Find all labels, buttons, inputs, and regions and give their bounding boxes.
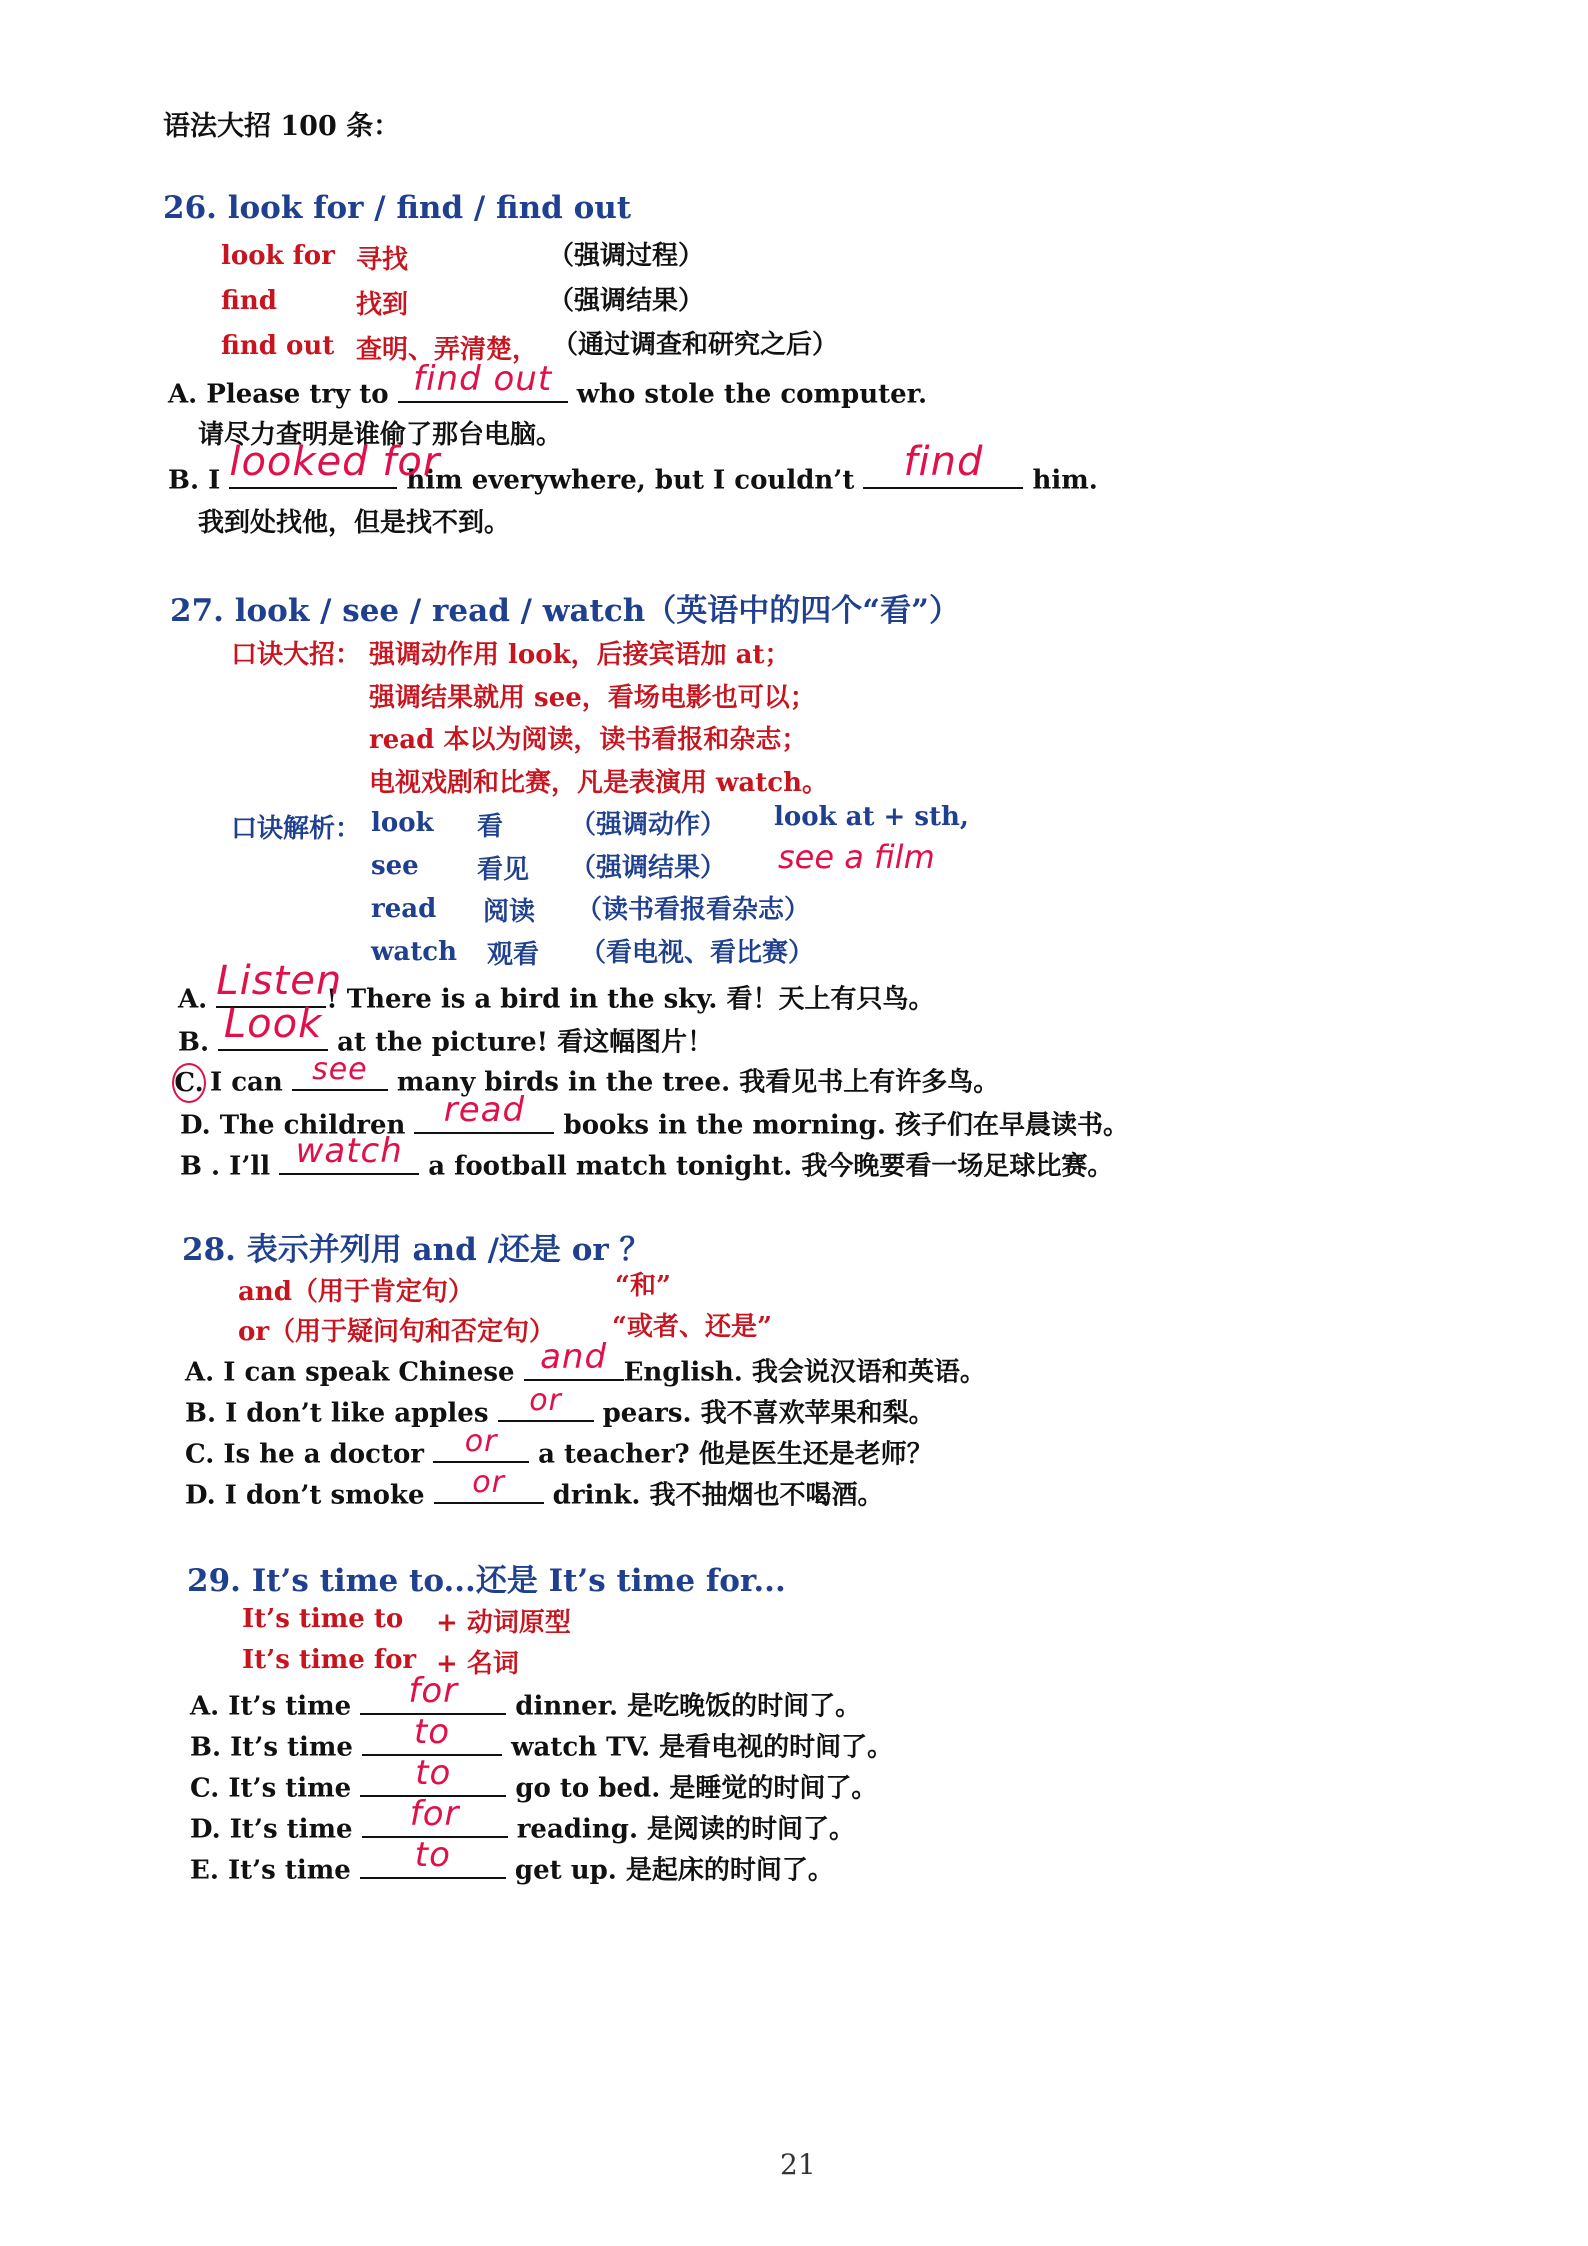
analysis-word-see: see [371, 851, 419, 881]
s29-question-c: C. It’s time to go to bed. 是睡觉的时间了。 [190, 1752, 878, 1804]
rhyme-label: 口诀大招： [231, 640, 362, 670]
answer-blank[interactable] [229, 438, 441, 489]
s26-question-a-translation: 请尽力查明是谁偷了那台电脑。 [198, 420, 563, 450]
s26-meaning-find: 找到 [356, 290, 409, 320]
s29-meaning-for: + 名词 [436, 1649, 519, 1679]
answer-blank[interactable] [360, 1670, 506, 1715]
s26-term-find: find [221, 286, 277, 316]
handwritten-answer: Listen [216, 957, 343, 1004]
analysis-cn-watch: 观看 [487, 940, 540, 970]
s26-term-look-for: look for [221, 241, 335, 271]
answer-blank[interactable] [360, 1752, 506, 1797]
s26-meaning-find-out: 查明、弄清楚， [356, 335, 539, 365]
handwritten-answer: to [414, 1834, 451, 1875]
analysis-word-watch: watch [371, 937, 457, 967]
page-number: 21 [780, 2148, 816, 2181]
analysis-note-see: （强调结果） [570, 853, 727, 883]
s29-question-d: D. It’s time for reading. 是阅读的时间了。 [190, 1793, 856, 1845]
rhyme-line-3: read 本以为阅读，读书看报和杂志； [369, 725, 808, 755]
s29-term-for: It’s time for [242, 1645, 417, 1675]
analysis-note-watch: （看电视、看比赛） [580, 938, 815, 968]
s27-question-e: B . I’ll watch a football match tonight. 我今晚要看一场足球比赛。 [180, 1130, 1114, 1182]
analysis-cn-read: 阅读 [483, 897, 536, 927]
s27-question-a: A. Listen ! There is a bird in the sky. 看！天上有只鸟。 [178, 957, 935, 1015]
analysis-cn-see: 看见 [477, 855, 530, 885]
handwritten-answer: or [529, 1382, 562, 1418]
s26-term-find-out: find out [221, 331, 335, 361]
answer-blank[interactable] [524, 1336, 624, 1381]
s28-term-and: and（用于肯定句） [238, 1277, 474, 1307]
s29-question-a: A. It’s time for dinner. 是吃晚饭的时间了。 [190, 1670, 862, 1722]
answer-blank[interactable] [362, 1793, 508, 1838]
analysis-word-read: read [371, 894, 437, 924]
s26-note-look-for: （强调过程） [548, 241, 705, 271]
s28-meaning-or: “或者、还是” [612, 1312, 772, 1342]
s27-question-b: B. Look at the picture! 看这幅图片！ [178, 1000, 714, 1058]
s26-note-find: （强调结果） [548, 286, 705, 316]
answer-blank[interactable] [218, 1000, 328, 1051]
handwritten-answer: read [443, 1089, 526, 1130]
handwritten-answer: Look [223, 1000, 323, 1047]
handwritten-answer: looked for [229, 438, 441, 485]
handwritten-answer: watch [295, 1130, 403, 1171]
answer-blank[interactable] [292, 1051, 388, 1091]
s26-question-b-translation: 我到处找他，但是找不到。 [198, 508, 511, 538]
section-26-heading: 26. look for / find / find out [163, 190, 632, 226]
analysis-extra-look: look at + sth, [774, 802, 969, 832]
section-27-heading: 27. look / see / read / watch（英语中的四个“看”） [170, 593, 960, 629]
handwritten-answer: find [903, 438, 984, 485]
analysis-word-look: look [371, 808, 434, 838]
handwritten-see-a-film: see a film [778, 838, 935, 876]
s28-meaning-and: “和” [615, 1271, 671, 1301]
s28-question-a: A. I can speak Chinese and English. 我会说汉语和英语。 [185, 1336, 986, 1388]
answer-blank[interactable] [498, 1382, 594, 1422]
handwritten-answer: or [472, 1464, 505, 1500]
s28-question-b: B. I don’t like apples or pears. 我不喜欢苹果和梨。 [185, 1382, 935, 1429]
s28-term-or: or（用于疑问句和否定句） [238, 1317, 556, 1347]
answer-blank[interactable] [863, 438, 1023, 489]
answer-blank[interactable] [279, 1130, 419, 1175]
s29-question-e: E. It’s time to get up. 是起床的时间了。 [190, 1834, 834, 1886]
rhyme-line-4: 电视戏剧和比赛，凡是表演用 watch。 [369, 768, 829, 798]
s28-question-d: D. I don’t smoke or drink. 我不抽烟也不喝酒。 [185, 1464, 884, 1511]
handwritten-answer: and [540, 1336, 608, 1377]
s26-note-find-out: （通过调查和研究之后） [552, 330, 839, 360]
handwritten-answer: for [408, 1670, 459, 1711]
s29-meaning-to: + 动词原型 [436, 1608, 571, 1638]
answer-blank[interactable] [362, 1711, 502, 1756]
handwritten-answer: or [464, 1423, 498, 1459]
analysis-label: 口诀解析： [231, 814, 362, 844]
s28-question-c: C. Is he a doctor or a teacher? 他是医生还是老师？ [185, 1423, 933, 1470]
s26-question-a: A. Please try to find out who stole the computer. [168, 358, 928, 410]
answer-blank[interactable] [414, 1089, 554, 1134]
analysis-cn-look: 看 [477, 812, 504, 842]
answer-blank[interactable] [398, 358, 568, 403]
circled-label: C. [172, 1063, 206, 1103]
handwritten-answer: see [312, 1051, 368, 1087]
handwritten-answer: to [413, 1711, 451, 1752]
rhyme-line-1: 强调动作用 look，后接宾语加 at； [369, 640, 791, 670]
s26-meaning-look-for: 寻找 [356, 245, 409, 275]
answer-blank[interactable] [433, 1423, 529, 1463]
analysis-note-look: （强调动作） [570, 810, 727, 840]
analysis-note-read: （读书看报看杂志） [576, 895, 811, 925]
s27-question-c: C. I can see many birds in the tree. 我看见书上有许多鸟。 [172, 1060, 999, 1103]
section-28-heading: 28. 表示并列用 and /还是 or ？ [182, 1232, 651, 1268]
answer-blank[interactable] [434, 1464, 544, 1504]
s29-question-b: B. It’s time to watch TV. 是看电视的时间了。 [190, 1711, 894, 1763]
section-29-heading: 29. It’s time to...还是 It’s time for... [187, 1563, 786, 1599]
s29-term-to: It’s time to [242, 1604, 404, 1634]
answer-blank[interactable] [360, 1834, 506, 1879]
handwritten-answer: to [415, 1752, 452, 1793]
page-header-title: 语法大招 100 条： [163, 111, 401, 142]
rhyme-line-2: 强调结果就用 see，看场电影也可以； [369, 683, 816, 713]
s26-question-b: B. I looked for him everywhere, but I couldn’t find him. [168, 438, 1098, 496]
s27-question-d: D. The children read books in the morning. 孩子们在早晨读书。 [180, 1089, 1129, 1141]
handwritten-answer: for [409, 1793, 460, 1834]
handwritten-answer: find out [413, 358, 553, 399]
